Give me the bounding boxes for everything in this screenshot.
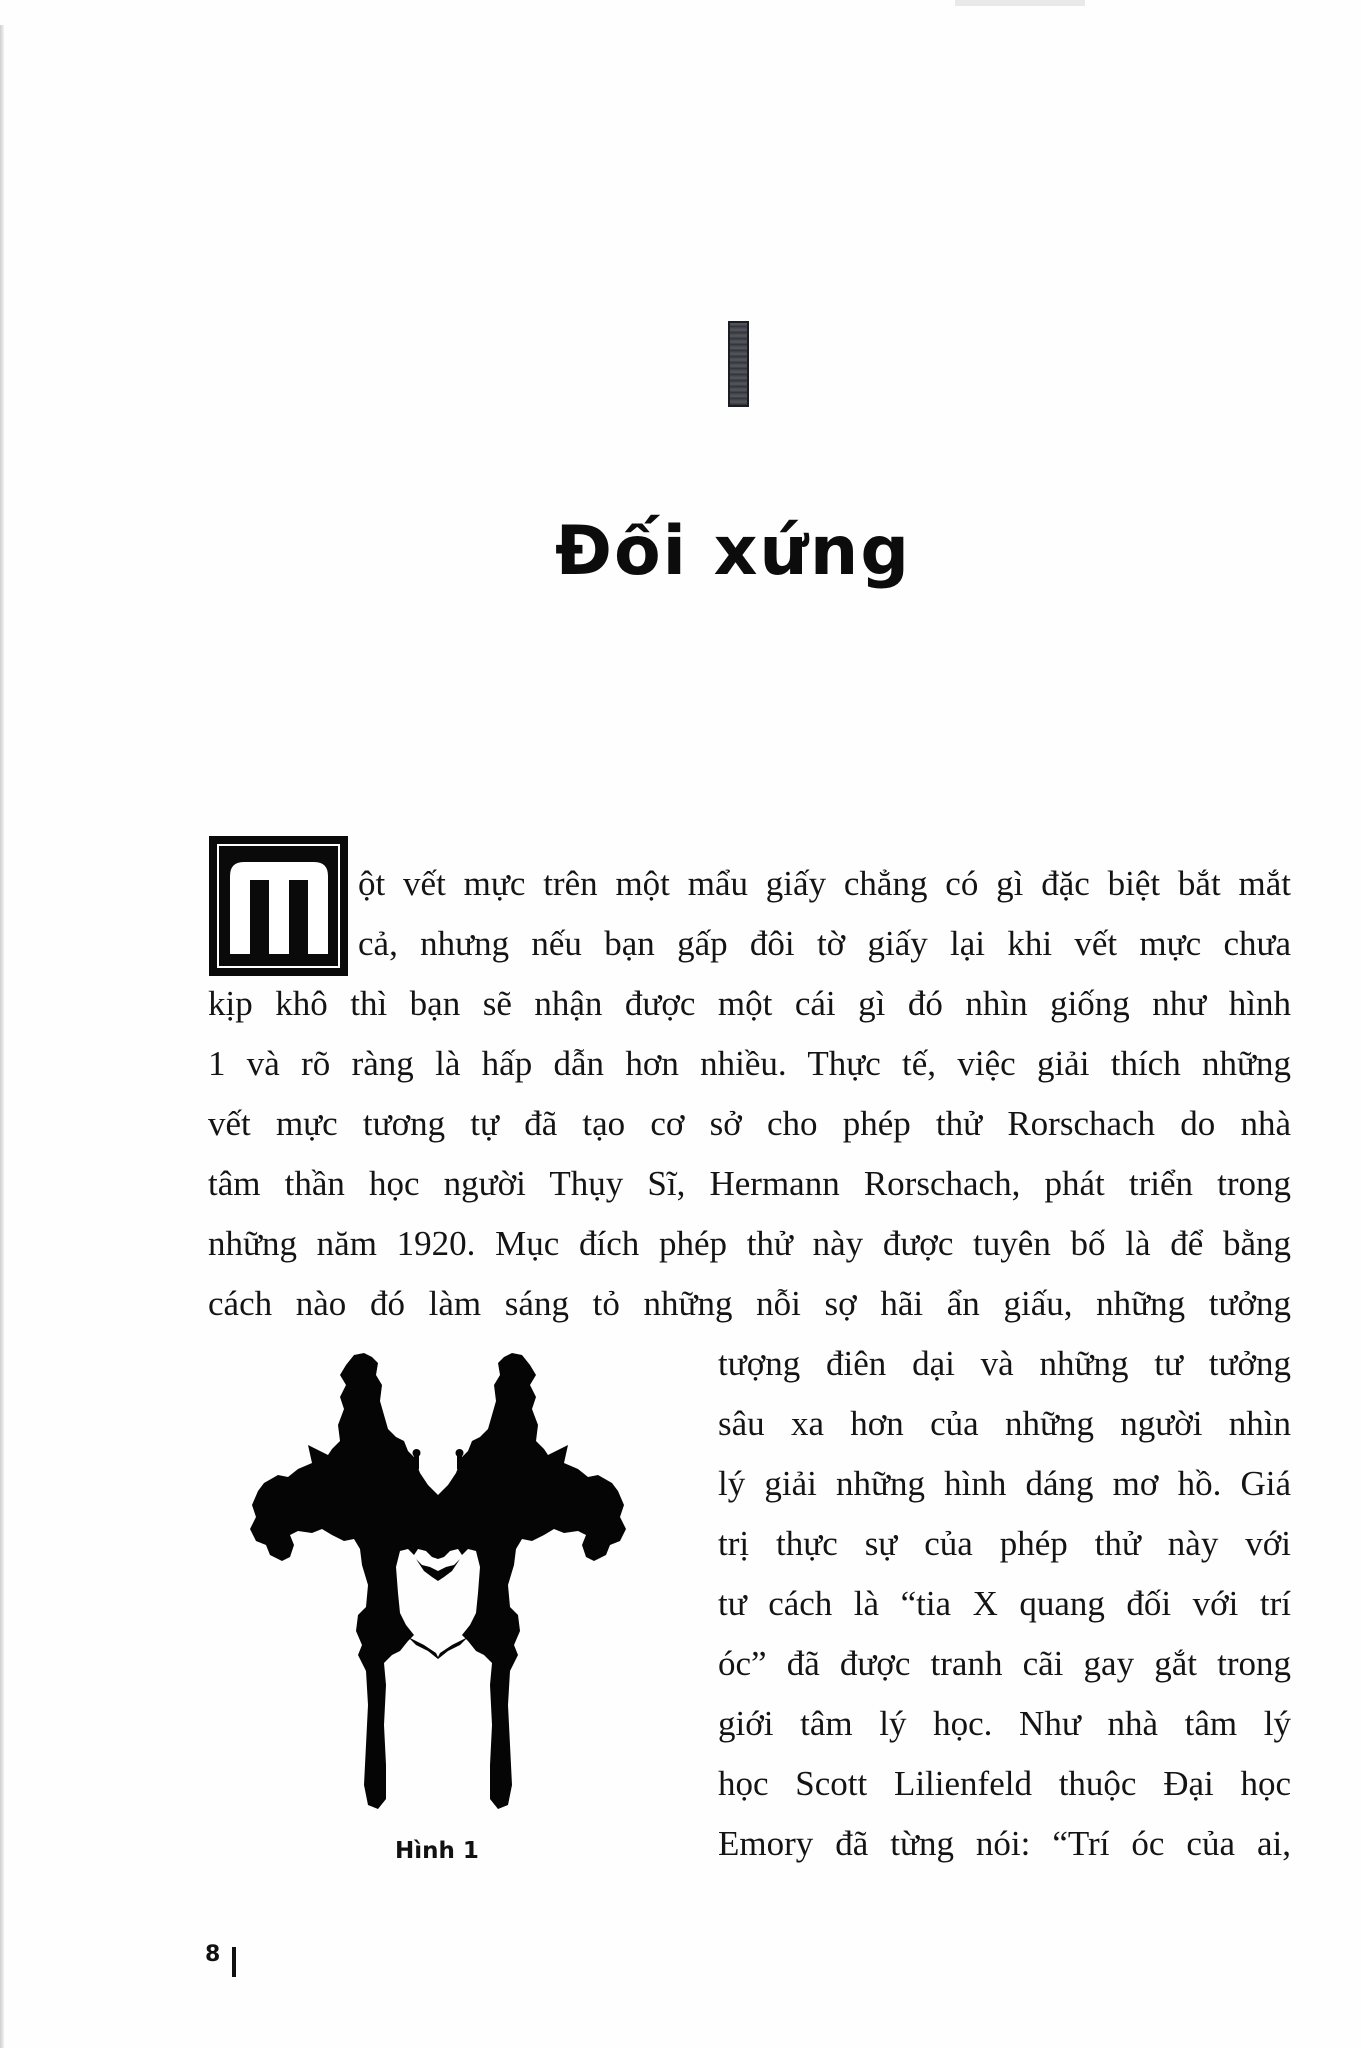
drop-cap-m-icon	[230, 862, 328, 954]
paragraph-line: sâu xa hơn của những người nhìn	[718, 1404, 1291, 1443]
paragraph-line: 1 và rõ ràng là hấp dẫn hơn nhiều. Thực tế, việc giải thích những	[208, 1044, 1291, 1083]
rorschach-inkblot-icon	[228, 1345, 648, 1825]
paragraph-line: Emory đã từng nói: “Trí óc của ai,	[718, 1824, 1291, 1863]
paragraph-line: tượng điên dại và những tư tưởng	[718, 1344, 1291, 1383]
paragraph-line: óc” đã được tranh cãi gay gắt trong	[718, 1644, 1291, 1683]
chapter-number-bar-icon	[728, 321, 749, 407]
paragraph-line: tư cách là “tia X quang đối với trí	[718, 1584, 1291, 1623]
paragraph-line: vết mực tương tự đã tạo cơ sở cho phép thử Rorschach do nhà	[208, 1104, 1291, 1143]
paragraph-line: tâm thần học người Thụy Sĩ, Hermann Rorschach, phát triển trong	[208, 1164, 1291, 1203]
figure-caption: Hình 1	[395, 1838, 479, 1864]
drop-cap	[209, 836, 348, 976]
paragraph-line: ột vết mực trên một mẩu giấy chẳng có gì đặc biệt bắt mắt	[358, 864, 1291, 903]
scan-edge-mark	[955, 0, 1085, 6]
chapter-title: Đối xứng	[554, 512, 912, 591]
paragraph-line: trị thực sự của phép thử này với	[718, 1524, 1291, 1563]
paragraph-line: lý giải những hình dáng mơ hồ. Giá	[718, 1464, 1291, 1503]
page-gutter-shadow	[0, 25, 4, 2048]
page-number-divider	[232, 1947, 236, 1977]
paragraph-line: giới tâm lý học. Như nhà tâm lý	[718, 1704, 1291, 1743]
page-number: 8	[205, 1942, 221, 1967]
paragraph-line: kịp khô thì bạn sẽ nhận được một cái gì đó nhìn giống như hình	[208, 984, 1291, 1023]
paragraph-line: cách nào đó làm sáng tỏ những nỗi sợ hãi ẩn giấu, những tưởng	[208, 1284, 1291, 1323]
paragraph-line: cả, nhưng nếu bạn gấp đôi tờ giấy lại khi vết mực chưa	[358, 924, 1291, 963]
paragraph-line: những năm 1920. Mục đích phép thử này được tuyên bố là để bằng	[208, 1224, 1291, 1263]
paragraph-line: học Scott Lilienfeld thuộc Đại học	[718, 1764, 1291, 1803]
